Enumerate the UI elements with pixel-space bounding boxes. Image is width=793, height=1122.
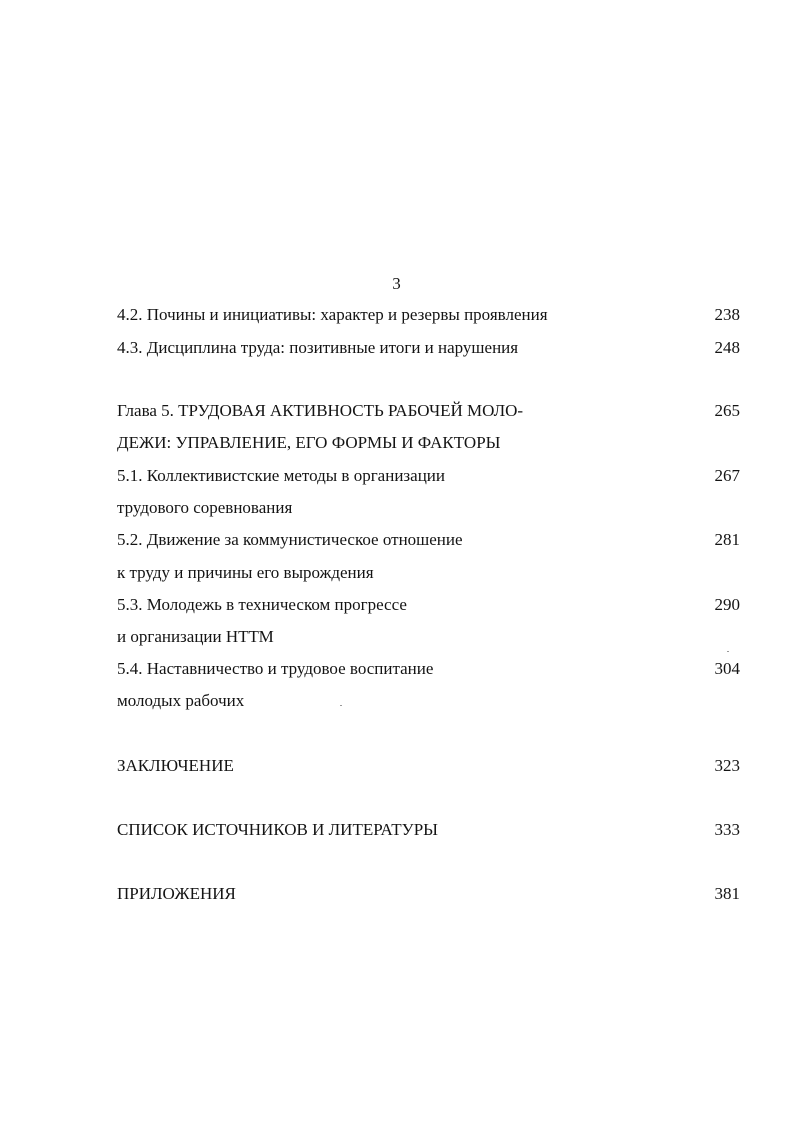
page-number: 3: [392, 274, 401, 293]
toc-entry-title: 5.2. Движение за коммунистическое отношение: [117, 530, 463, 549]
toc-entry-title: ПРИЛОЖЕНИЯ: [117, 884, 236, 903]
toc-entry-page: 333: [714, 820, 740, 839]
scan-speck: [727, 651, 729, 652]
toc-entry-conclusion[interactable]: [117, 754, 740, 778]
toc-entry-title: 4.3. Дисциплина труда: позитивные итоги и нарушения: [117, 338, 519, 357]
toc-entry-5-1[interactable]: [117, 464, 740, 488]
toc-entry-page: 265: [714, 401, 740, 420]
scan-speck: [340, 705, 342, 706]
toc-entry-5-2[interactable]: [117, 528, 740, 552]
toc-entry-4-2[interactable]: [117, 303, 740, 327]
toc-entry-page: 248: [714, 338, 740, 357]
toc-entry-title: ЗАКЛЮЧЕНИЕ: [117, 756, 234, 775]
toc-entry-title: Глава 5. ТРУДОВАЯ АКТИВНОСТЬ РАБОЧЕЙ МОЛО-: [117, 401, 524, 420]
toc-entry-page: 323: [714, 756, 740, 775]
toc-entry-title-continuation: к труду и причины его вырождения: [117, 563, 374, 582]
toc-entry-page: 238: [714, 305, 740, 324]
toc-entry-5-3[interactable]: [117, 593, 740, 617]
toc-entry-page: 304: [714, 659, 740, 678]
toc-entry-title-continuation: молодых рабочих: [117, 691, 245, 710]
toc-entry-page: 281: [714, 530, 740, 549]
toc-entry-title: 5.1. Коллективистские методы в организации: [117, 466, 445, 485]
toc-entry-title: 4.2. Почины и инициативы: характер и резервы проявления: [117, 305, 548, 324]
toc-entry-chapter-5[interactable]: [117, 399, 740, 423]
toc-entry-title: СПИСОК ИСТОЧНИКОВ И ЛИТЕРАТУРЫ: [117, 820, 438, 839]
toc-entry-title: 5.3. Молодежь в техническом прогрессе: [117, 595, 407, 614]
toc-entry-title-continuation: трудового соревнования: [117, 498, 293, 517]
toc-entry-sources[interactable]: [117, 818, 740, 842]
toc-entry-title-continuation: ДЕЖИ: УПРАВЛЕНИЕ, ЕГО ФОРМЫ И ФАКТОРЫ: [117, 433, 501, 452]
toc-entry-title-continuation: и организации НТТМ: [117, 627, 274, 646]
toc-entry-5-4[interactable]: [117, 657, 740, 681]
toc-entry-page: 290: [714, 595, 740, 614]
toc-entry-title: 5.4. Наставничество и трудовое воспитание: [117, 659, 434, 678]
toc-entry-appendices[interactable]: [117, 882, 740, 906]
toc-entry-page: 381: [714, 884, 740, 903]
toc-entry-4-3[interactable]: [117, 336, 740, 360]
toc-entry-page: 267: [714, 466, 740, 485]
